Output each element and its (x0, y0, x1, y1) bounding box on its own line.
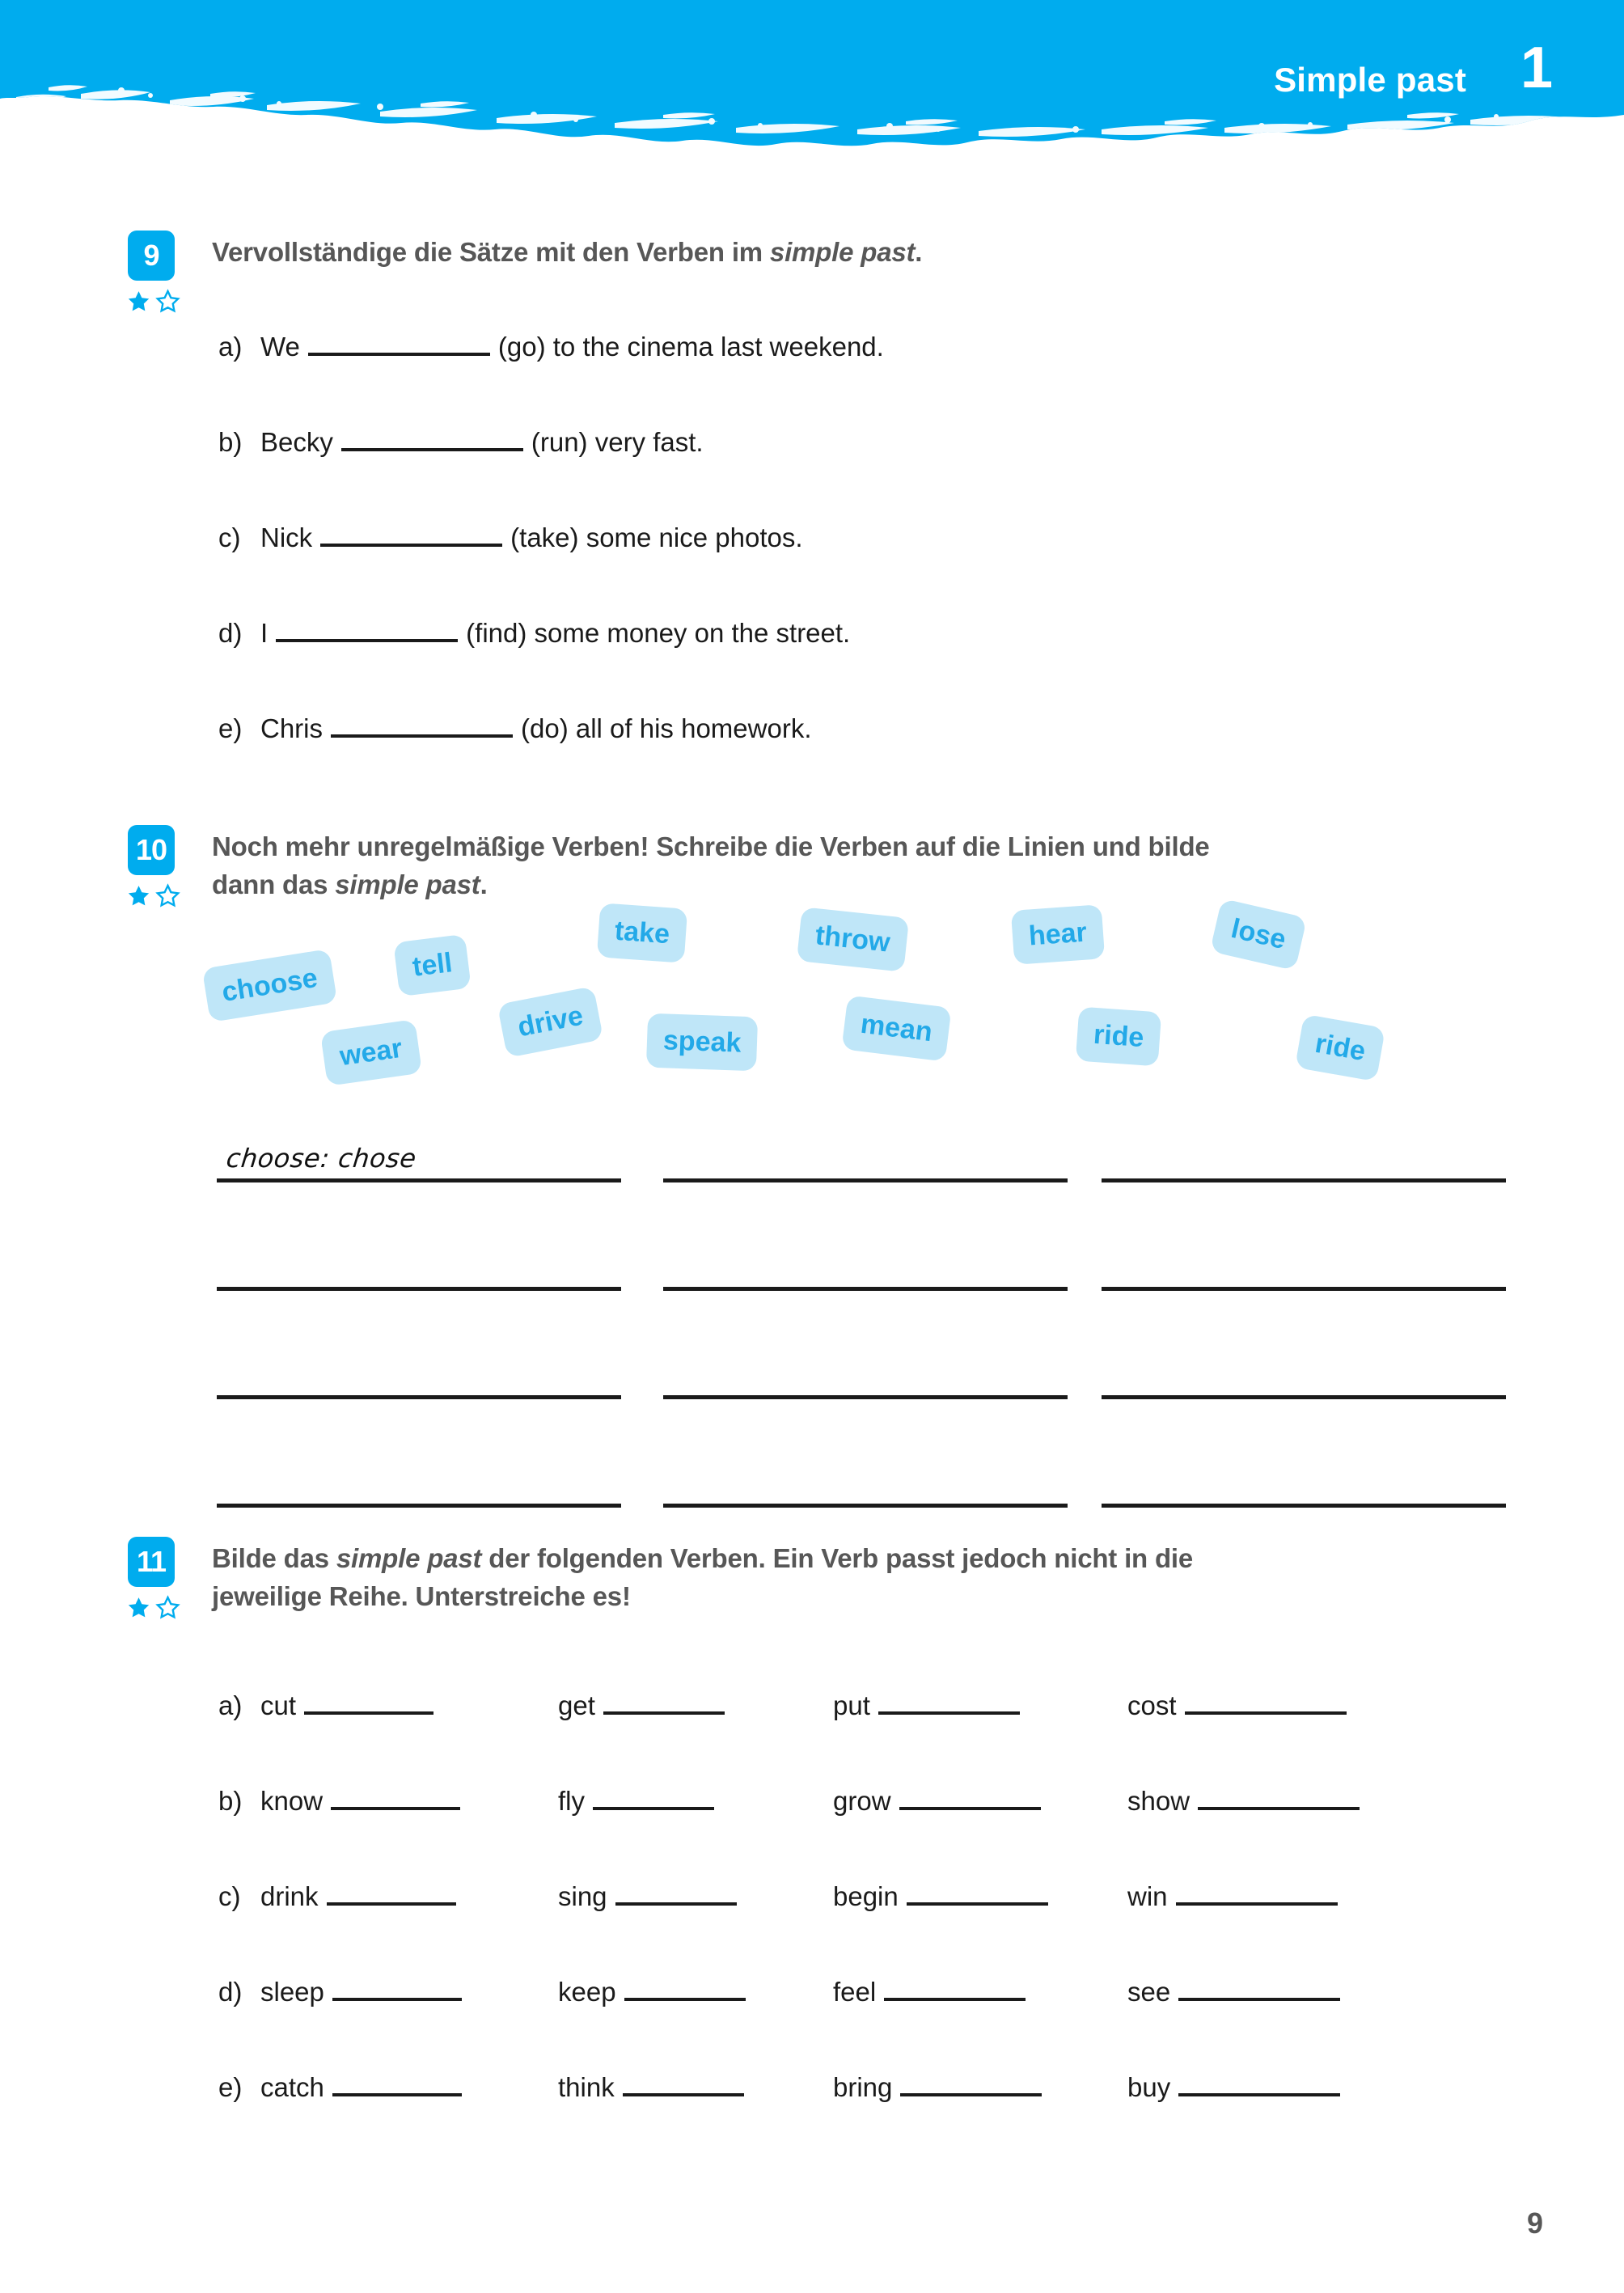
verb-answer-blank[interactable] (304, 1692, 433, 1715)
star-filled-icon (125, 289, 152, 315)
exercise-9-instruction-post: . (915, 237, 923, 267)
verb-answer-blank[interactable] (332, 2074, 462, 2096)
verb-cell-see (1127, 1977, 1340, 2007)
verb-label: grow (833, 1786, 891, 1816)
answer-line[interactable] (1102, 1457, 1506, 1508)
sentence-item-e (218, 713, 812, 742)
verb-label: think (558, 2072, 615, 2102)
verb-cell-know (260, 1786, 460, 1817)
verb-label: see (1127, 1977, 1171, 2007)
verb-answer-blank[interactable] (603, 1692, 725, 1715)
answer-blank[interactable] (331, 713, 513, 738)
verb-label: cut (260, 1690, 297, 1720)
answer-line[interactable] (1102, 1241, 1506, 1291)
verb-label: keep (558, 1977, 616, 2007)
verb-label: begin (833, 1881, 899, 1911)
verb-cell-feel (833, 1977, 1026, 2007)
verb-cell-drink (260, 1881, 456, 1912)
verb-cell-begin (833, 1881, 1048, 1912)
sentence-text-before: I (260, 618, 269, 648)
verb-answer-blank[interactable] (615, 1883, 737, 1906)
verb-cell-catch (260, 2072, 462, 2103)
verb-bubble-speak[interactable]: speak (646, 1013, 759, 1072)
verb-row-marker: d) (218, 1977, 243, 2007)
exercise-10-number-badge: 10 (128, 825, 175, 875)
sentence-marker: c) (218, 522, 241, 552)
answer-line[interactable] (663, 1132, 1068, 1182)
sentence-text-before: Chris (260, 713, 324, 743)
answer-line[interactable] (217, 1241, 621, 1291)
verb-answer-blank[interactable] (1178, 1978, 1340, 2001)
exercise-11-instruction (212, 1540, 1506, 1616)
verb-row-b (218, 1786, 1529, 1825)
answer-blank[interactable] (320, 522, 502, 547)
exercise-11-instruction-line1-pre: Bilde das (212, 1543, 336, 1573)
verb-answer-blank[interactable] (331, 1787, 460, 1810)
answer-blank[interactable] (308, 332, 490, 356)
verb-bubble-throw[interactable]: throw (797, 907, 909, 971)
verb-bubble-wear[interactable]: wear (320, 1019, 422, 1086)
sentence-text-after: (do) all of his homework. (521, 713, 812, 743)
verb-row-c (218, 1881, 1529, 1920)
answer-blank[interactable] (276, 618, 458, 642)
sentence-text-after: (find) some money on the street. (466, 618, 851, 648)
star-outline-icon (154, 883, 181, 909)
verb-cell-win (1127, 1881, 1338, 1912)
verb-row-a (218, 1690, 1529, 1729)
verb-label: sleep (260, 1977, 324, 2007)
page-number: 9 (1526, 2206, 1543, 2240)
verb-label: put (833, 1690, 870, 1720)
verb-label: fly (558, 1786, 585, 1816)
star-outline-icon (154, 289, 181, 315)
verb-bubble-take[interactable]: take (597, 903, 687, 962)
sentence-text-before: Becky (260, 427, 333, 457)
verb-cell-bring (833, 2072, 1042, 2103)
verb-row-marker: e) (218, 2072, 243, 2102)
verb-answer-blank[interactable] (623, 2074, 744, 2096)
verb-cell-think (558, 2072, 744, 2103)
answer-line[interactable] (663, 1349, 1068, 1399)
exercise-9-instruction (212, 234, 1506, 272)
verb-answer-blank[interactable] (593, 1787, 714, 1810)
verb-answer-blank[interactable] (899, 1787, 1041, 1810)
verb-cell-show (1127, 1786, 1360, 1817)
verb-row-e (218, 2072, 1529, 2111)
exercise-11-number-badge: 11 (128, 1537, 175, 1587)
verb-label: show (1127, 1786, 1191, 1816)
verb-label: bring (833, 2072, 893, 2102)
verb-cell-cut (260, 1690, 433, 1721)
sentence-text-after: (run) very fast. (531, 427, 704, 457)
sentence-text-after: (take) some nice photos. (510, 522, 803, 552)
verb-cell-put (833, 1690, 1020, 1721)
verb-label: catch (260, 2072, 324, 2102)
exercise-10-instruction-line2-pre: dann das (212, 869, 336, 899)
exercise-11-instruction-emphasis: simple past (336, 1543, 482, 1573)
verb-row-marker: b) (218, 1786, 243, 1816)
answer-line[interactable] (217, 1457, 621, 1508)
exercise-9-instruction-pre: Vervollständige die Sätze mit den Verben im (212, 237, 770, 267)
verb-bubble-tell[interactable]: tell (393, 934, 472, 996)
verb-answer-blank[interactable] (884, 1978, 1026, 2001)
verb-label: cost (1127, 1690, 1177, 1720)
verb-cell-fly (558, 1786, 714, 1817)
answer-line[interactable] (1102, 1132, 1506, 1182)
sentence-item-c (218, 522, 803, 551)
verb-cell-keep (558, 1977, 746, 2007)
exercise-9-number-badge: 9 (128, 231, 175, 281)
verb-answer-blank[interactable] (1198, 1787, 1360, 1810)
verb-cell-grow (833, 1786, 1041, 1817)
sentence-item-b (218, 427, 704, 455)
verb-row-d (218, 1977, 1529, 2016)
sentence-text-before: Nick (260, 522, 313, 552)
sentence-text-after: (go) to the cinema last weekend. (497, 332, 884, 362)
verb-answer-blank[interactable] (327, 1883, 456, 1906)
exercise-10-instruction (212, 828, 1506, 904)
exercise-11-instruction-line2: jeweilige Reihe. Unterstreiche es! (212, 1580, 631, 1611)
verb-bubble-hear[interactable]: hear (1011, 904, 1105, 965)
verb-row-marker: c) (218, 1881, 241, 1911)
verb-answer-blank[interactable] (624, 1978, 746, 2001)
verb-cell-sing (558, 1881, 737, 1912)
verb-cell-sleep (260, 1977, 462, 2007)
verb-bubble-ride[interactable]: ride (1076, 1007, 1162, 1067)
verb-label: drink (260, 1881, 319, 1911)
verb-bubble-choose[interactable]: choose (202, 949, 338, 1022)
verb-label: sing (558, 1881, 607, 1911)
exercise-9-instruction-emphasis: simple past (769, 237, 916, 267)
answer-line[interactable] (217, 1132, 621, 1182)
star-filled-icon (125, 883, 152, 909)
exercise-10-instruction-line2-post: . (480, 869, 488, 899)
verb-answer-blank[interactable] (1185, 1692, 1347, 1715)
sentence-item-a (218, 332, 884, 360)
verb-label: win (1127, 1881, 1168, 1911)
verb-answer-blank[interactable] (1176, 1883, 1338, 1906)
answer-line-prefilled-text: choose: chose (225, 1143, 418, 1174)
answer-line[interactable] (663, 1457, 1068, 1508)
exercise-10-instruction-line1: Noch mehr unregelmäßige Verben! Schreibe die Verben auf die Linien und bilde (212, 831, 1210, 861)
verb-answer-blank[interactable] (907, 1883, 1048, 1906)
star-outline-icon (154, 1595, 181, 1621)
verb-cell-cost (1127, 1690, 1347, 1721)
verb-bubble-ride[interactable]: ride (1295, 1014, 1385, 1082)
verb-bubble-lose[interactable]: lose (1210, 899, 1307, 971)
answer-blank[interactable] (341, 427, 523, 451)
chapter-number: 1 (1520, 36, 1553, 100)
sentence-marker: b) (218, 427, 243, 457)
verb-bubble-drive[interactable]: drive (497, 986, 604, 1058)
exercise-10-difficulty-stars (125, 883, 182, 909)
verb-answer-blank[interactable] (878, 1692, 1020, 1715)
verb-bubble-mean[interactable]: mean (841, 995, 951, 1061)
answer-line[interactable] (217, 1349, 621, 1399)
verb-label: feel (833, 1977, 877, 2007)
sentence-marker: d) (218, 618, 243, 648)
verb-label: know (260, 1786, 324, 1816)
exercise-11-difficulty-stars (125, 1595, 182, 1621)
verb-answer-blank[interactable] (900, 2074, 1042, 2096)
answer-line[interactable] (1102, 1349, 1506, 1399)
answer-line[interactable] (663, 1241, 1068, 1291)
sentence-item-d (218, 618, 850, 646)
verb-label: get (558, 1690, 595, 1720)
exercise-11-instruction-line1-post: der folgenden Verben. Ein Verb passt jedoch nicht in die (481, 1543, 1194, 1573)
verb-label: buy (1127, 2072, 1171, 2102)
exercise-10-instruction-emphasis: simple past (335, 869, 480, 899)
verb-answer-blank[interactable] (332, 1978, 462, 2001)
verb-row-marker: a) (218, 1690, 243, 1720)
sentence-text-before: We (260, 332, 300, 362)
verb-cell-get (558, 1690, 725, 1721)
sentence-marker: e) (218, 713, 243, 743)
page-title: Simple past (1274, 61, 1466, 99)
exercise-9-difficulty-stars (125, 289, 182, 315)
sentence-marker: a) (218, 332, 243, 362)
star-filled-icon (125, 1595, 152, 1621)
verb-answer-blank[interactable] (1178, 2074, 1340, 2096)
verb-cell-buy (1127, 2072, 1340, 2103)
